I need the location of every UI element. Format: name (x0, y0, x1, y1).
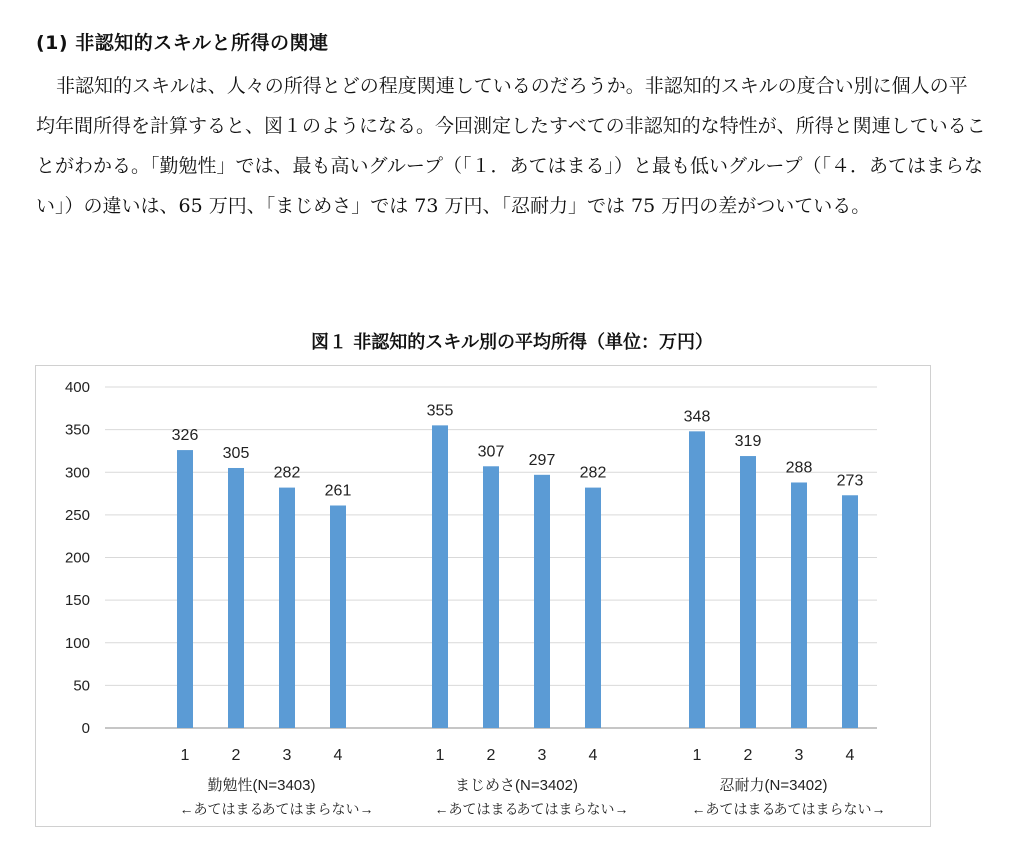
body-paragraph: 非認知的スキルは、人々の所得とどの程度関連しているのだろうか。非認知的スキルの度合い別に個人の平均年間所得を計算すると、図１のようになる。今回測定したすべての非認知的な特性が、所得と関連していることがわかる。「勤勉性」では、最も高いグループ（「１．あてはまる」）と最も低いグループ（「４．あてはまらない」）の違いは、65 万円、「まじめさ」では 73 万円、「忍耐力」では 75 万円の差がついている。 (36, 75, 986, 217)
y-tick-label: 200 (64, 549, 90, 567)
data-label: 319 (734, 433, 762, 451)
data-label: 273 (836, 472, 864, 490)
data-label: 297 (528, 451, 556, 469)
bar (483, 466, 499, 728)
y-tick-label: 250 (64, 506, 90, 524)
data-label: 355 (426, 402, 454, 420)
data-label: 282 (273, 464, 301, 482)
group-label: 忍耐力(N=3402) (719, 777, 828, 794)
x-tick-label: 4 (588, 747, 598, 764)
data-label: 261 (324, 482, 352, 500)
x-tick-label: 1 (435, 747, 445, 764)
scale-right-label: あてはまらない→ (516, 801, 629, 817)
scale-right-label: あてはまらない→ (773, 801, 886, 817)
x-tick-label: 3 (282, 747, 292, 764)
x-tick-label: 3 (537, 747, 547, 764)
section-heading: (1) 非認知的スキルと所得の関連 (36, 32, 329, 54)
y-tick-label: 0 (81, 720, 90, 737)
y-tick-label: 300 (64, 464, 90, 482)
bar (279, 488, 295, 728)
group-label: まじめさ(N=3402) (455, 777, 578, 794)
data-label: 307 (477, 443, 505, 461)
chart-title: 図１ 非認知的スキル別の平均所得（単位：万円） (310, 332, 714, 353)
x-tick-label: 4 (333, 747, 343, 764)
x-tick-label: 3 (794, 747, 804, 764)
bar (842, 495, 858, 728)
bar (177, 450, 193, 728)
y-tick-label: 350 (64, 421, 90, 439)
data-label: 305 (222, 444, 250, 462)
bar (791, 482, 807, 728)
x-tick-label: 2 (743, 747, 753, 764)
data-label: 326 (171, 427, 199, 445)
bar (585, 488, 601, 728)
bar (432, 425, 448, 728)
bar (330, 505, 346, 728)
y-tick-label: 400 (64, 379, 90, 396)
x-tick-label: 2 (231, 747, 241, 764)
scale-left-label: ←あてはまる (434, 801, 519, 817)
y-tick-label: 100 (64, 634, 90, 652)
scale-left-label: ←あてはまる (691, 801, 776, 817)
group-label: 勤勉性(N=3403) (207, 777, 316, 794)
scale-right-label: あてはまらない→ (261, 801, 374, 817)
bar (689, 431, 705, 728)
x-tick-label: 4 (845, 747, 855, 764)
data-label: 282 (579, 464, 607, 482)
y-tick-label: 50 (73, 677, 90, 695)
data-label: 288 (785, 459, 813, 477)
scale-left-label: ←あてはまる (179, 801, 264, 817)
y-tick-label: 150 (64, 592, 90, 610)
data-label: 348 (683, 408, 711, 426)
x-tick-label: 1 (692, 747, 702, 764)
bar (534, 475, 550, 728)
x-tick-label: 2 (486, 747, 496, 764)
bar (740, 456, 756, 728)
bar (228, 468, 244, 728)
x-tick-label: 1 (180, 747, 190, 764)
